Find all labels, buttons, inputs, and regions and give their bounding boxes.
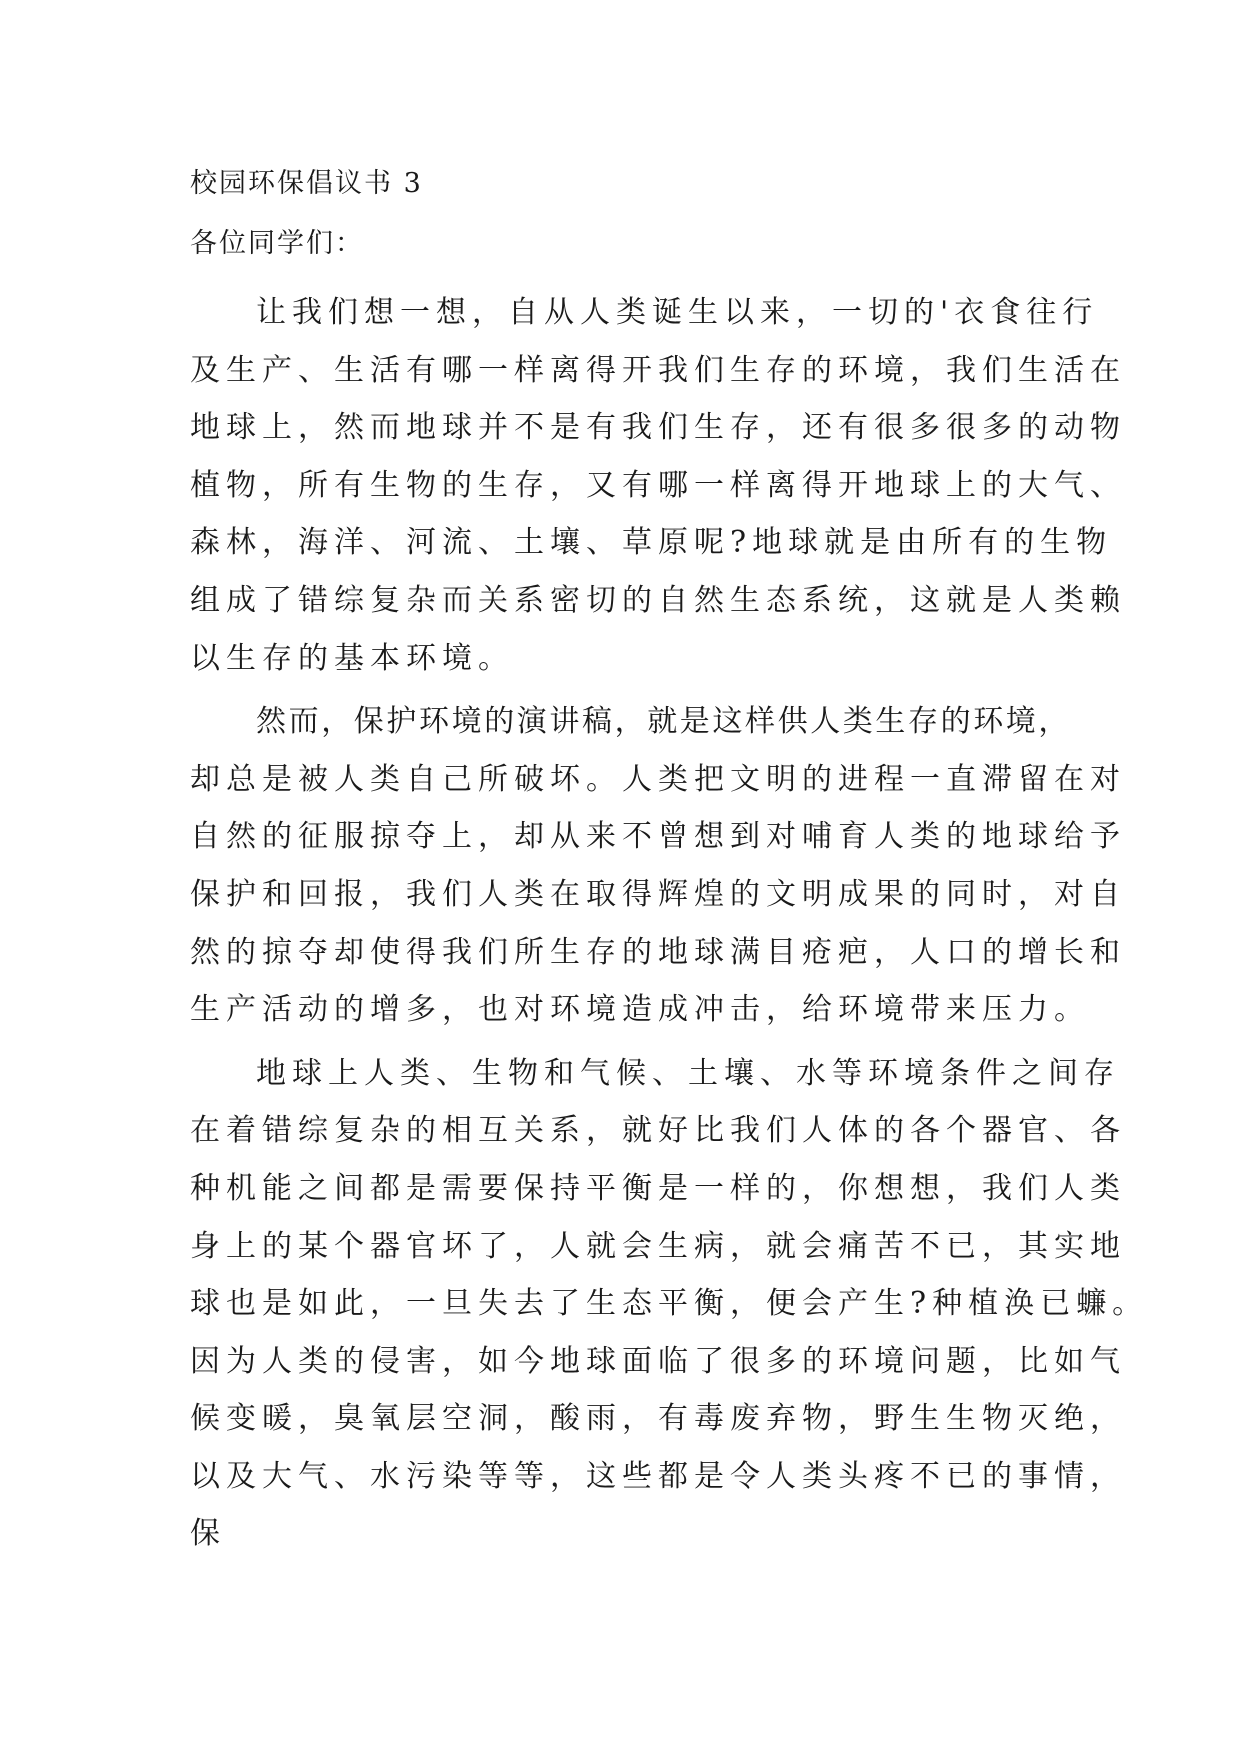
text-line: 地球上，然而地球并不是有我们生存，还有很多很多的动物 bbox=[190, 410, 1126, 446]
text-line: 身上的某个器官坏了，人就会生病，就会痛苦不已，其实地 bbox=[190, 1228, 1126, 1264]
text-line: 地球上人类、生物和气候、土壤、水等环境条件之间存 bbox=[256, 1055, 1120, 1091]
paragraph-1 bbox=[190, 284, 1126, 687]
text-line: 森林，海洋、河流、土壤、草原呢?地球就是由所有的生物 bbox=[190, 525, 1113, 561]
text-line: 在着错综复杂的相互关系，就好比我们人体的各个器官、各 bbox=[190, 1113, 1126, 1149]
text-line: 保 bbox=[190, 1516, 226, 1552]
text-line: 生产活动的增多，也对环境造成冲击，给环境带来压力。 bbox=[190, 992, 1090, 1028]
text-line: 候变暖，臭氧层空洞，酸雨，有毒废弃物，野生生物灭绝， bbox=[190, 1401, 1126, 1437]
text-line: 以及大气、水污染等等，这些都是令人类头疼不已的事情， bbox=[190, 1458, 1126, 1494]
text-line: 让我们想一想，自从人类诞生以来，一切的'衣食往行 bbox=[256, 295, 1099, 330]
text-line: 及生产、生活有哪一样离得开我们生存的环境，我们生活在 bbox=[190, 352, 1126, 388]
paragraph-2 bbox=[190, 693, 1126, 1039]
text-line: 组成了错综复杂而关系密切的自然生态系统，这就是人类赖 bbox=[190, 582, 1126, 618]
text-line: 保护和回报，我们人类在取得辉煌的文明成果的同时，对自 bbox=[190, 876, 1126, 912]
text-line: 却总是被人类自己所破坏。人类把文明的进程一直滞留在对 bbox=[190, 761, 1126, 797]
text-line: 因为人类的侵害，如今地球面临了很多的环境问题，比如气 bbox=[190, 1343, 1126, 1379]
text-line: 种机能之间都是需要保持平衡是一样的，你想想，我们人类 bbox=[190, 1170, 1126, 1206]
document-body bbox=[190, 158, 1149, 1569]
document-title: 校园环保倡议书 3 bbox=[190, 168, 423, 199]
text-line: 然的掠夺却使得我们所生存的地球满目疮疤，人口的增长和 bbox=[190, 934, 1126, 970]
salutation: 各位同学们： bbox=[190, 228, 364, 259]
text-line: 然而，保护环境的演讲稿，就是这样供人类生存的环境， bbox=[256, 704, 1071, 740]
text-line: 球也是如此，一旦失去了生态平衡，便会产生?种植涣已蠊。 bbox=[190, 1286, 1149, 1322]
text-line: 自然的征服掠夺上，却从来不曾想到对哺育人类的地球给予 bbox=[190, 819, 1126, 855]
paragraph-3 bbox=[190, 1045, 1149, 1563]
text-line: 以生存的基本环境。 bbox=[190, 640, 514, 676]
text-line: 植物，所有生物的生存，又有哪一样离得开地球上的大气、 bbox=[190, 467, 1126, 503]
